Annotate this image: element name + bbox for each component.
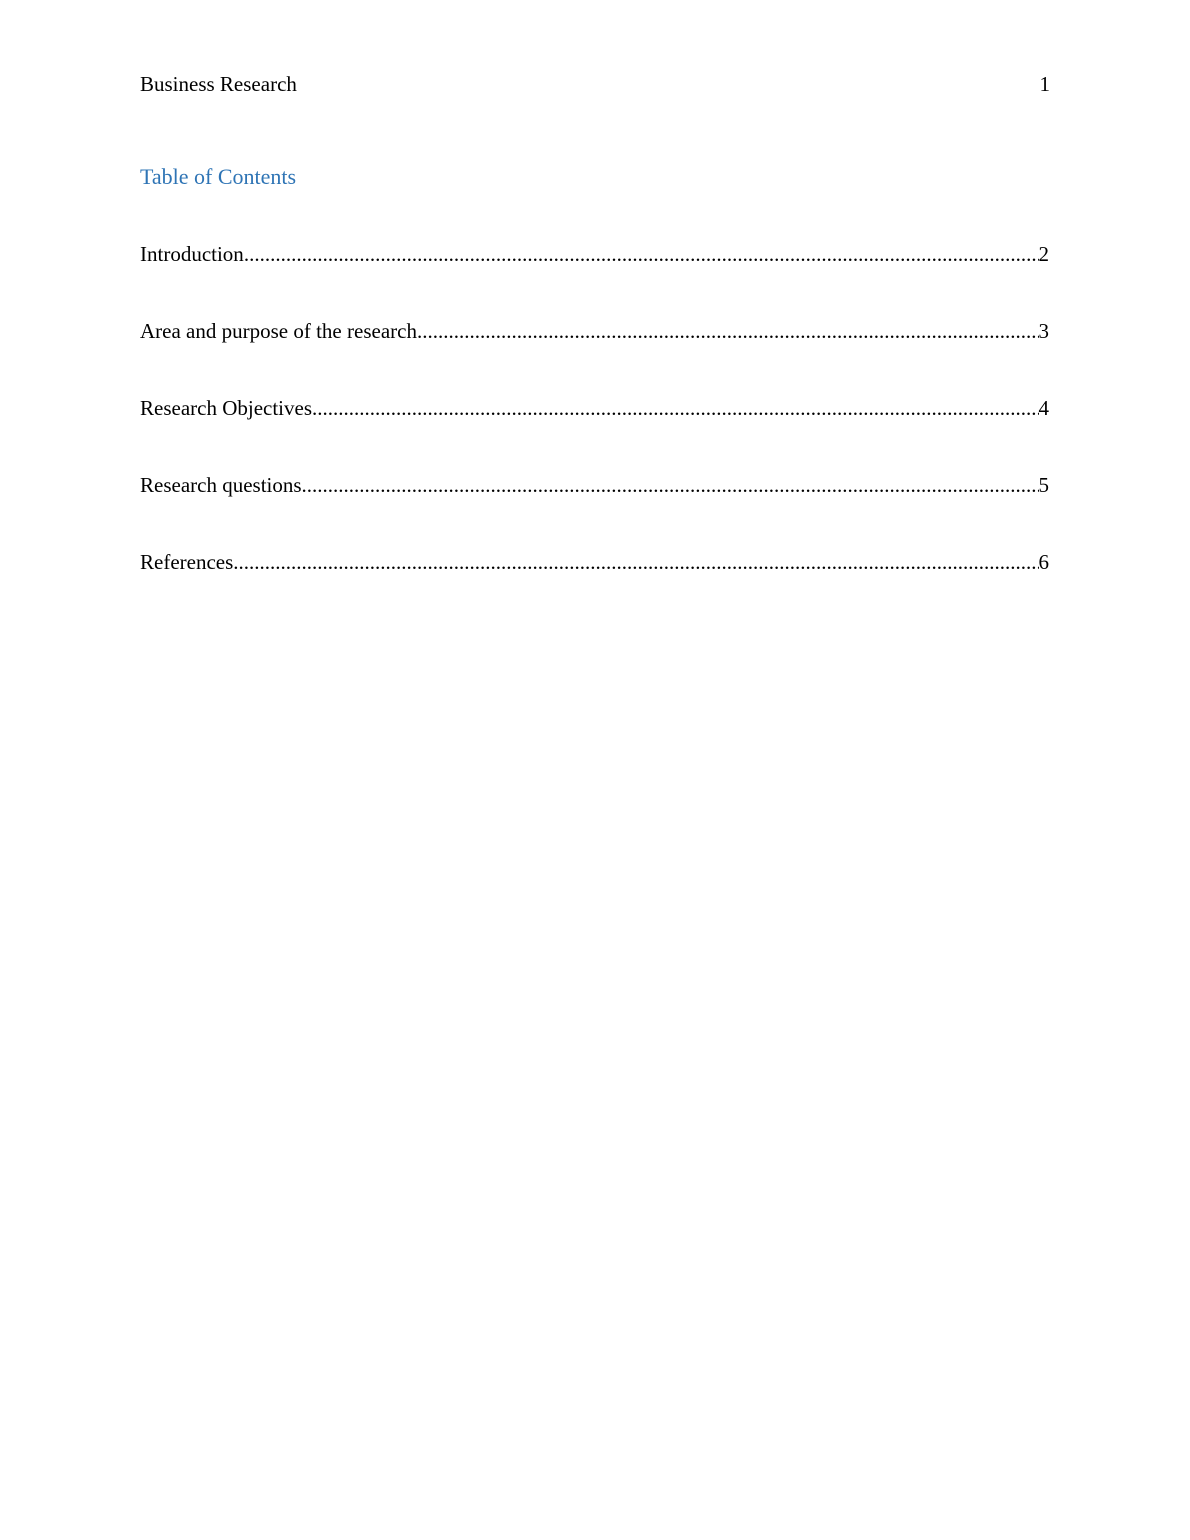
table-of-contents xyxy=(140,240,1049,625)
toc-entry-page: 2 xyxy=(1038,242,1049,266)
page-number: 1 xyxy=(1039,72,1050,96)
page-header xyxy=(140,70,1050,100)
dot-leader xyxy=(233,548,1038,576)
dot-leader xyxy=(312,394,1038,422)
toc-entry-page: 6 xyxy=(1038,550,1049,574)
toc-heading: Table of Contents xyxy=(140,164,297,189)
toc-entry-label: Introduction xyxy=(140,242,244,266)
toc-entry-introduction[interactable] xyxy=(140,240,1049,317)
dot-leader xyxy=(302,471,1039,499)
toc-entry-references[interactable] xyxy=(140,548,1049,625)
toc-entry-page: 4 xyxy=(1038,396,1049,420)
running-title: Business Research xyxy=(140,72,297,96)
toc-entry-label: References xyxy=(140,550,234,574)
toc-entry-research-questions[interactable] xyxy=(140,471,1049,548)
dot-leader xyxy=(417,317,1039,345)
toc-entry-label: Research questions xyxy=(140,473,302,497)
toc-entry-area-and-purpose[interactable] xyxy=(140,317,1049,394)
dot-leader xyxy=(244,240,1039,268)
toc-entry-research-objectives[interactable] xyxy=(140,394,1049,471)
toc-entry-label: Research Objectives xyxy=(140,396,313,420)
toc-entry-page: 5 xyxy=(1038,473,1049,497)
toc-entry-label: Area and purpose of the research xyxy=(140,319,417,343)
toc-entry-page: 3 xyxy=(1038,319,1049,343)
